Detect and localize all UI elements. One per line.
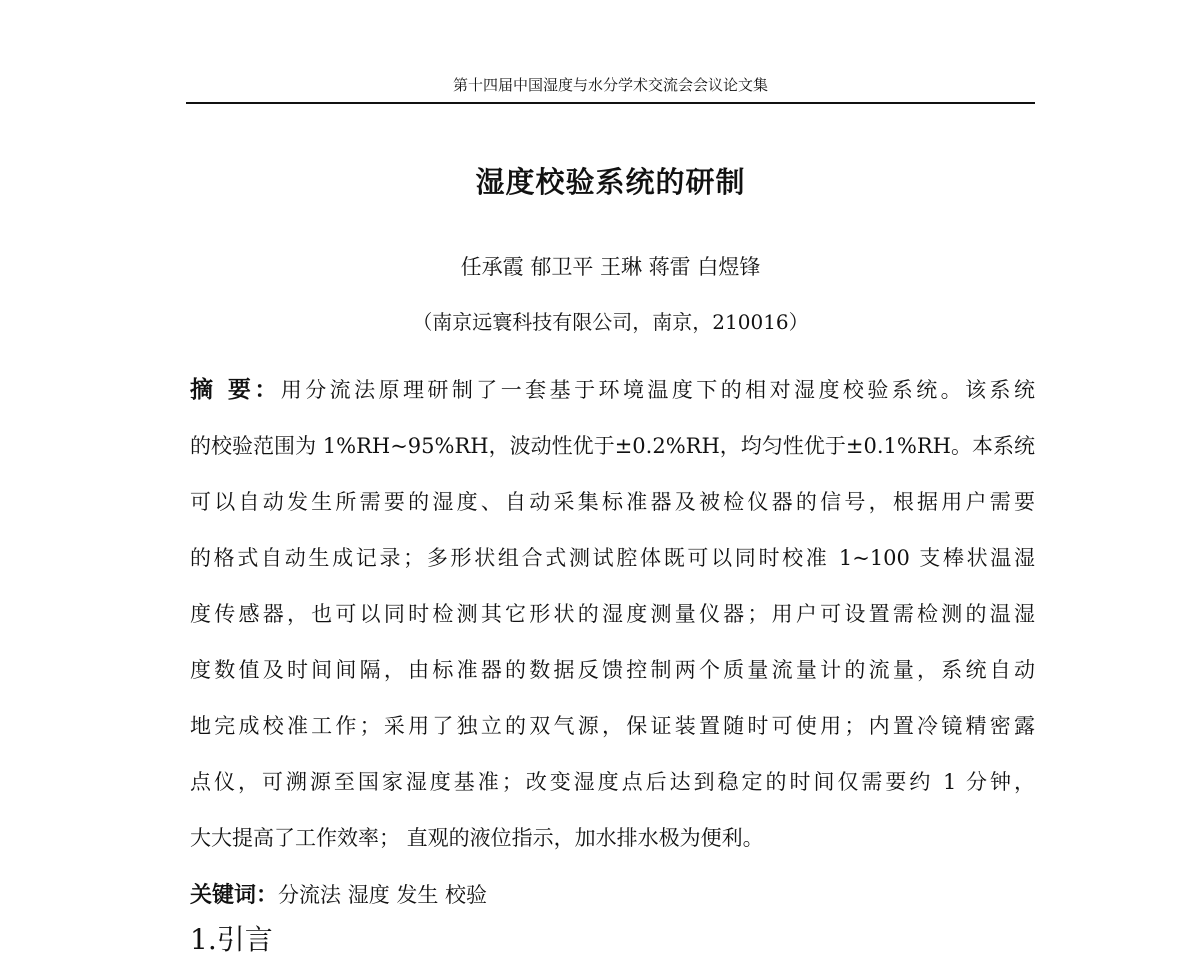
abstract-line bbox=[190, 376, 1035, 432]
paper-title: 湿度校验系统的研制 bbox=[475, 165, 746, 199]
authors: 任承霞 郁卫平 王琳 蒋雷 白煜锋 bbox=[460, 255, 761, 279]
abstract-line: 度数值及时间间隔，由标准器的数据反馈控制两个质量流量计的流量，系统自动 bbox=[190, 658, 1035, 682]
keywords-value: 分流法 湿度 发生 校验 bbox=[278, 883, 488, 907]
header-rule bbox=[186, 102, 1035, 104]
abstract-line: 的格式自动生成记录；多形状组合式测试腔体既可以同时校准 1~100 支棒状温湿 bbox=[190, 546, 1035, 570]
abstract-label: 摘 要： bbox=[190, 377, 281, 403]
abstract bbox=[190, 376, 1035, 880]
abstract-line: 度传感器，也可以同时检测其它形状的湿度测量仪器；用户可设置需检测的温湿 bbox=[190, 602, 1035, 626]
keywords-label: 关键词： bbox=[190, 883, 279, 908]
abstract-line: 大大提高了工作效率； 直观的液位指示，加水排水极为便利。 bbox=[190, 826, 764, 850]
abstract-text: 用分流法原理研制了一套基于环境温度下的相对湿度校验系统。该系统 bbox=[280, 378, 1035, 402]
section-heading: 1.引言 bbox=[190, 923, 273, 956]
running-header: 第十四届中国湿度与水分学术交流会会议论文集 bbox=[452, 76, 768, 94]
abstract-line: 可以自动发生所需要的湿度、自动采集标准器及被检仪器的信号，根据用户需要 bbox=[190, 490, 1035, 514]
keywords bbox=[190, 878, 487, 909]
affiliation: （南京远寰科技有限公司，南京，210016） bbox=[412, 310, 809, 334]
abstract-line: 地完成校准工作；采用了独立的双气源，保证装置随时可使用；内置冷镜精密露 bbox=[190, 714, 1035, 738]
abstract-line: 点仪，可溯源至国家湿度基准；改变湿度点后达到稳定的时间仅需要约 1 分钟， bbox=[190, 770, 1035, 794]
abstract-line: 的校验范围为 1%RH~95%RH，波动性优于±0.2%RH，均匀性优于±0.1%RH。本系统 bbox=[190, 434, 1035, 458]
